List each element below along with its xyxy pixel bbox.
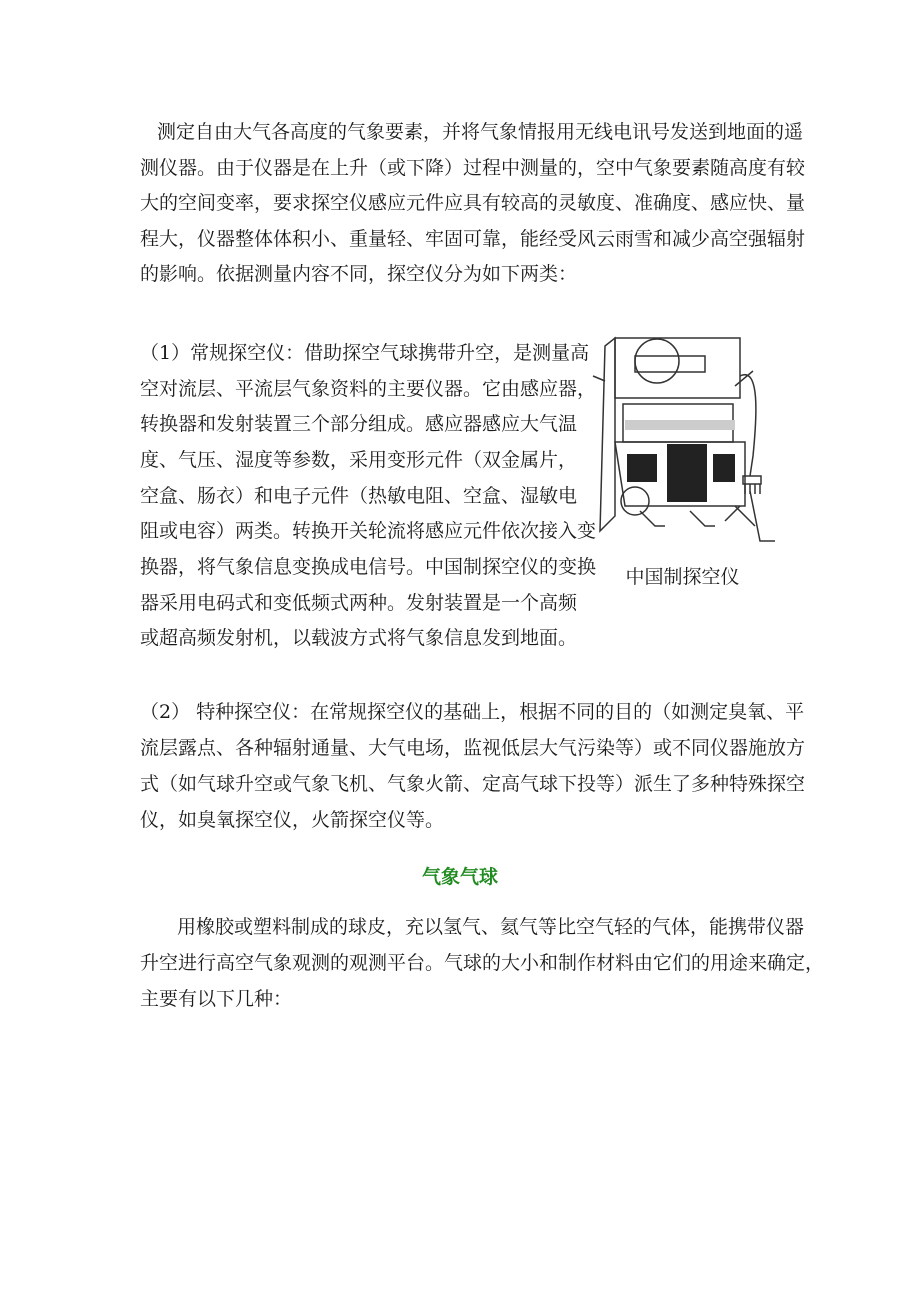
balloon-line: 主要有以下几种： bbox=[140, 988, 293, 1010]
section1-line: 或超高频发射机，以载波方式将气象信息发到地面。 bbox=[140, 627, 578, 649]
section1-line: 空盒、肠衣）和电子元件（热敏电阻、空盒、湿敏电 bbox=[140, 485, 578, 507]
section1-line: 器采用电码式和变低频式两种。发射装置是一个高频 bbox=[140, 592, 578, 614]
section1-line: 换器，将气象信息变换成电信号。中国制探空仪的变换 bbox=[140, 556, 597, 578]
radiosonde-drawing bbox=[585, 316, 783, 552]
intro-line: 测定自由大气各高度的气象要素，并将气象情报用无线电讯号发送到地面的遥 bbox=[157, 121, 804, 143]
intro-line: 的影响。依据测量内容不同，探空仪分为如下两类： bbox=[140, 263, 578, 285]
section1-line: 阻或电容）两类。转换开关轮流将感应元件依次接入变 bbox=[140, 520, 597, 542]
section-heading: 气象气球 bbox=[421, 866, 498, 888]
section2-line: 式（如气球升空或气象飞机、气象火箭、定高气球下投等）派生了多种特殊探空 bbox=[140, 773, 806, 795]
intro-line: 大的空间变率，要求探空仪感应元件应具有较高的灵敏度、准确度、感应快、量 bbox=[140, 192, 806, 214]
radiosonde-figure bbox=[585, 316, 783, 552]
intro-line: 程大，仪器整体体积小、重量轻、牢固可靠，能经受风云雨雪和减少高空强辐射 bbox=[140, 228, 806, 250]
section1-line: （1）常规探空仪：借助探空气球携带升空，是测量高 bbox=[140, 342, 590, 364]
balloon-line: 用橡胶或塑料制成的球皮，充以氢气、氦气等比空气轻的气体，能携带仪器 bbox=[177, 916, 805, 938]
figure-caption: 中国制探空仪 bbox=[625, 566, 740, 588]
intro-line: 测仪器。由于仪器是在上升（或下降）过程中测量的，空中气象要素随高度有较 bbox=[140, 157, 806, 179]
section1-line: 转换器和发射装置三个部分组成。感应器感应大气温 bbox=[140, 413, 578, 435]
section2-line: 流层露点、各种辐射通量、大气电场，监视低层大气污染等）或不同仪器施放方 bbox=[140, 737, 806, 759]
balloon-line: 升空进行高空气象观测的观测平台。气球的大小和制作材料由它们的用途来确定， bbox=[140, 952, 825, 974]
section1-line: 空对流层、平流层气象资料的主要仪器。它由感应器， bbox=[140, 378, 597, 400]
section2-line: 仪，如臭氧探空仪，火箭探空仪等。 bbox=[140, 809, 445, 831]
section1-line: 度、气压、湿度等参数，采用变形元件（双金属片， bbox=[140, 449, 578, 471]
section2-line: （2） 特种探空仪：在常规探空仪的基础上，根据不同的目的（如测定臭氧、平 bbox=[140, 701, 805, 723]
